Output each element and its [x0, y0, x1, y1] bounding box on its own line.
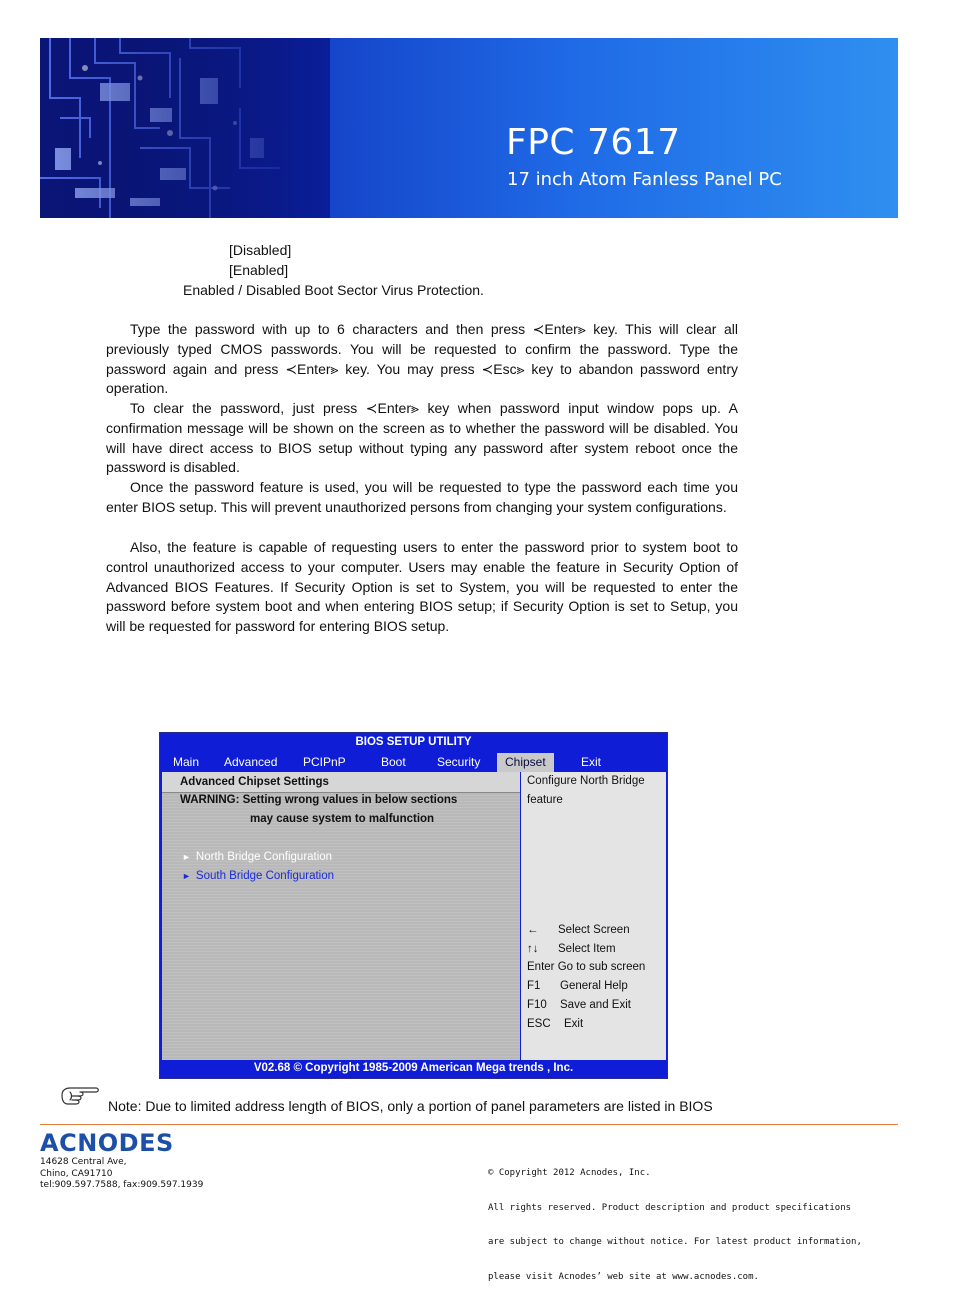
- bios-main-panel: [162, 772, 520, 1060]
- bios-key-select-item: ↑↓ Select Item: [527, 943, 616, 955]
- address-line-1: 14628 Central Ave,: [40, 1157, 127, 1167]
- bios-item-north-bridge[interactable]: ► North Bridge Configuration: [182, 851, 333, 863]
- bios-menu-bar: [160, 753, 667, 772]
- bios-menu-boot[interactable]: Boot: [381, 755, 406, 769]
- bios-key-enter: Enter Go to sub screen: [527, 961, 646, 973]
- bios-key-esc: ESC Exit: [527, 1018, 584, 1030]
- product-subtitle: 17 inch Atom Fanless Panel PC: [507, 169, 782, 190]
- bios-key-f1: F1 General Help: [527, 980, 628, 992]
- bios-screenshot: [159, 732, 668, 1079]
- bios-warning-line-1: WARNING: Setting wrong values in below sections: [180, 794, 458, 806]
- copyright-line-1: © Copyright 2012 Acnodes, Inc.: [488, 1168, 651, 1178]
- bios-item-south-bridge[interactable]: ► South Bridge Configuration: [182, 870, 335, 882]
- paragraph-2: To clear the password, just press ≺Enter⪢ key when password input window pops up. A confirmation message will be shown on the screen as to whether the password will be disabled. You will have direct access to BIOS setup without typing any password after system reboot once the password is disabled.: [106, 400, 738, 476]
- bios-help-line-1: Configure North Bridge: [527, 775, 645, 787]
- left-arrow-icon: ←: [527, 924, 539, 936]
- bios-menu-exit[interactable]: Exit: [581, 755, 602, 769]
- copyright-line-2: All rights reserved. Product description and product specifications: [488, 1202, 852, 1213]
- bios-menu-chipset[interactable]: Chipset: [497, 753, 554, 772]
- bios-copyright: V02.68 © Copyright 1985-2009 American Mega trends , Inc.: [253, 1062, 574, 1074]
- footer-divider: [40, 1124, 898, 1125]
- bios-title: BIOS SETUP UTILITY: [355, 736, 472, 748]
- footer-copyright: [488, 1145, 862, 1295]
- bios-help-line-2: feature: [527, 794, 563, 806]
- pointing-hand-icon: [58, 1081, 102, 1111]
- product-title: FPC 7617: [506, 122, 681, 163]
- bios-section-heading: Advanced Chipset Settings: [162, 772, 520, 793]
- option-disabled: [Disabled]: [229, 242, 292, 258]
- bios-menu-advanced[interactable]: Advanced: [224, 755, 278, 769]
- bios-key-select-screen: ← Select Screen: [527, 924, 630, 936]
- note-text: Note: Due to limited address length of BIOS, only a portion of panel parameters are listed in BIOS: [108, 1098, 713, 1114]
- address-line-3: tel:909.597.7588, fax:909.597.1939: [40, 1180, 204, 1190]
- option-enabled: [Enabled]: [229, 262, 289, 278]
- copyright-line-3: are subject to change without notice. For latest product information,: [488, 1237, 862, 1247]
- bios-warning-line-2: may cause system to malfunction: [250, 813, 435, 825]
- bios-help-panel: [521, 772, 666, 1060]
- triangle-right-icon: ►: [182, 852, 191, 862]
- copyright-line-4: please visit Acnodes’ web site at www.acnodes.com.: [488, 1271, 759, 1282]
- up-down-arrows-icon: ↑↓: [527, 943, 539, 955]
- option-description: Enabled / Disabled Boot Sector Virus Protection.: [183, 282, 484, 298]
- footer-address: [40, 1157, 203, 1192]
- bios-menu-pcipnp[interactable]: PCIPnP: [303, 755, 346, 769]
- bios-key-f10: F10 Save and Exit: [527, 999, 631, 1011]
- triangle-right-icon: ►: [182, 871, 191, 881]
- bios-menu-main[interactable]: Main: [173, 755, 200, 769]
- paragraph-4: Also, the feature is capable of requesting users to enter the password prior to system boot to control unauthorized access to your computer. Users may enable the feature in Security Option of Advanced BIOS Features. If Security Option is set to System, you will be requested to enter the password before system boot and when entering BIOS setup; if Security Option is set to Setup, you will be requested for password for entering BIOS setup.: [106, 539, 738, 635]
- paragraph-1: Type the password with up to 6 characters and then press ≺Enter⪢ key. This will clear all previously typed CMOS passwords. You will be requested to confirm the password. Type the password again and press ≺Enter⪢ key. You may press ≺Esc⪢ key to abandon password entry operation.: [106, 321, 738, 397]
- circuit-board-image: [40, 38, 330, 218]
- bios-menu-security[interactable]: Security: [437, 755, 481, 769]
- header-banner: [40, 38, 898, 218]
- acnodes-logo: ACNODES: [40, 1129, 174, 1157]
- address-line-2: Chino, CA91710: [40, 1168, 113, 1179]
- paragraph-3: Once the password feature is used, you will be requested to type the password each time you enter BIOS setup. This will prevent unauthorized persons from changing your system configurations.: [106, 479, 738, 515]
